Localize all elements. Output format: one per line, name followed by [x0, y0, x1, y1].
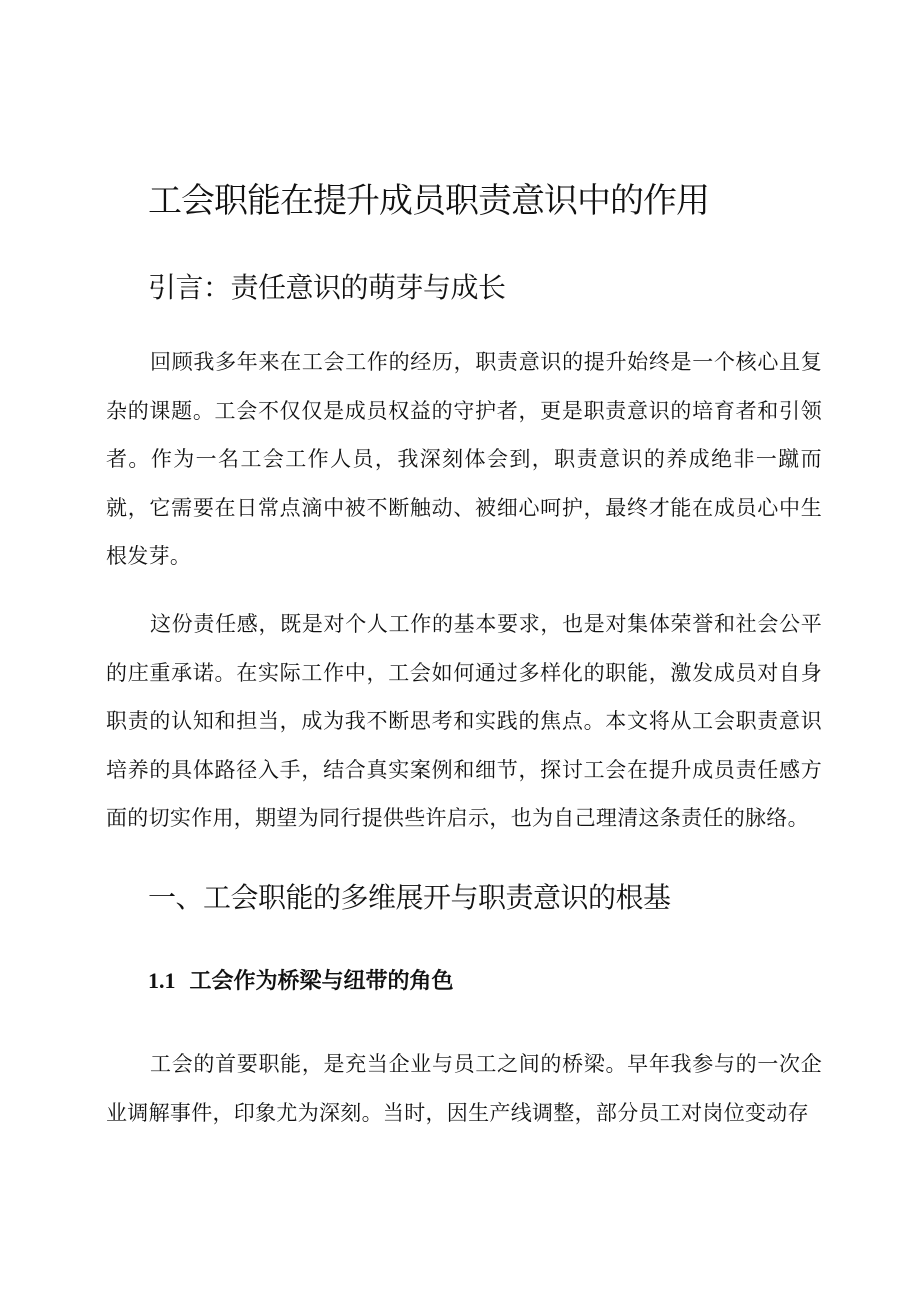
intro-heading: 引言：责任意识的萌芽与成长 — [148, 271, 506, 304]
subsection-title: 工会作为桥梁与纽带的角色 — [189, 969, 454, 994]
document-title: 工会职能在提升成员职责意识中的作用 — [148, 181, 709, 221]
subsection-1-1-heading — [148, 964, 454, 999]
section-1-paragraph: 工会的首要职能，是充当企业与员工之间的桥梁。早年我参与的一次企业调解事件，印象尤为深刻。当时，因生产线调整，部分员工对岗位变动存 — [106, 1052, 822, 1125]
intro-paragraph-2: 这份责任感，既是对个人工作的基本要求，也是对集体荣誉和社会公平的庄重承诺。在实际工作中，工会如何通过多样化的职能，激发成员对自身职责的认知和担当，成为我不断思考和实践的焦点。本文将从工会职责意识培养的具体路径入手，结合真实案例和细节，探讨工会在提升成员责任感方面的切实作用，期望为同行提供些许启示，也为自己理清这条责任的脉络。 — [106, 612, 822, 830]
section-1-heading: 一、工会职能的多维展开与职责意识的根基 — [148, 881, 671, 914]
subsection-number: 1.1 — [148, 968, 176, 993]
intro-paragraph-1: 回顾我多年来在工会工作的经历，职责意识的提升始终是一个核心且复杂的课题。工会不仅仅是成员权益的守护者，更是职责意识的培育者和引领者。作为一名工会工作人员，我深刻体会到，职责意识的养成绝非一蹴而就，它需要在日常点滴中被不断触动、被细心呵护，最终才能在成员心中生根发芽。 — [106, 350, 822, 568]
